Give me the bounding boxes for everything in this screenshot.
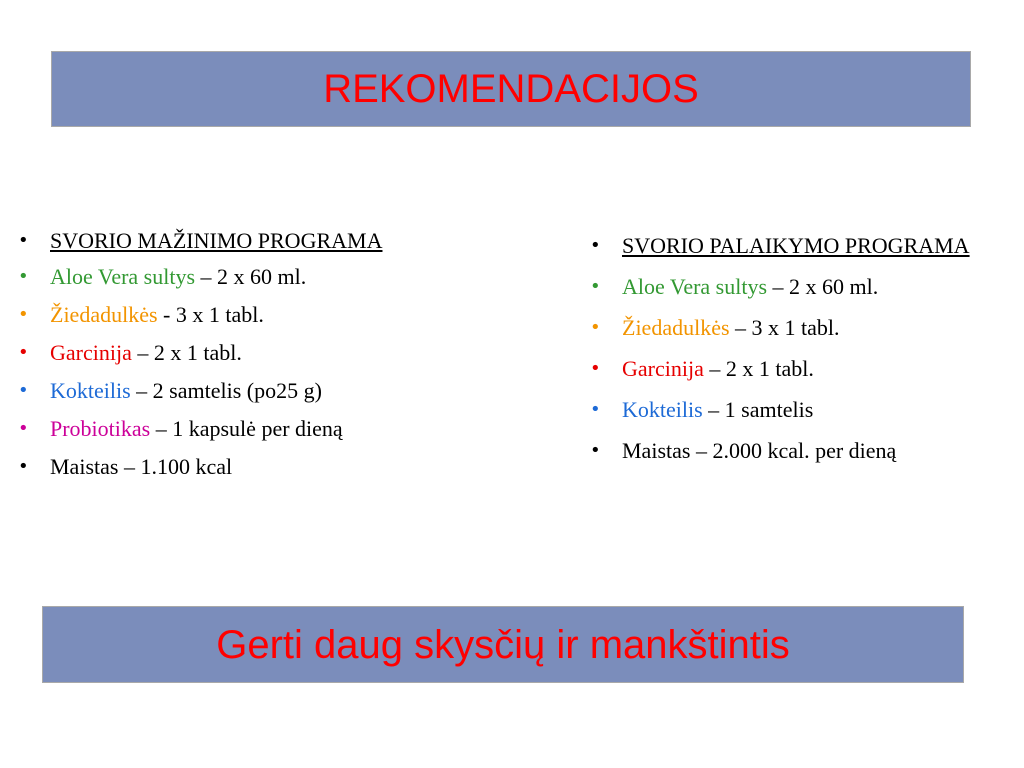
bullet-icon: • xyxy=(590,276,601,297)
list-item xyxy=(590,355,1010,383)
product-name: Probiotikas xyxy=(50,416,151,441)
product-dosage: – 1 kapsulė per dieną xyxy=(150,416,343,441)
bullet-icon: • xyxy=(18,380,29,401)
list-item xyxy=(590,396,1010,424)
footer-banner xyxy=(42,606,964,683)
bullet-icon: • xyxy=(18,304,29,325)
footer-message: Gerti daug skysčių ir mankštintis xyxy=(216,622,790,667)
product-name: Žiedadulkės xyxy=(622,315,730,340)
product-name: Kokteilis xyxy=(50,378,131,403)
bullet-icon: • xyxy=(590,317,601,338)
product-name: Kokteilis xyxy=(622,397,703,422)
product-name: Maistas – 1.100 kcal xyxy=(50,454,233,479)
product-name: Maistas – 2.000 kcal. per dieną xyxy=(622,438,897,463)
bullet-icon: • xyxy=(590,358,601,379)
product-dosage: – 2 x 60 ml. xyxy=(195,264,307,289)
list-item xyxy=(18,454,438,480)
title-banner xyxy=(51,51,971,127)
product-dosage: – 2 samtelis (po25 g) xyxy=(130,378,322,403)
bullet-icon: • xyxy=(18,230,29,251)
product-dosage: – 1 samtelis xyxy=(702,397,814,422)
bullet-icon: • xyxy=(18,342,29,363)
program-heading: SVORIO PALAIKYMO PROGRAMA xyxy=(622,233,970,258)
product-dosage: – 2 x 1 tabl. xyxy=(703,356,814,381)
list-item xyxy=(18,264,438,290)
product-name: Garcinija xyxy=(622,356,704,381)
program-heading: SVORIO MAŽINIMO PROGRAMA xyxy=(50,228,383,253)
weight-maintenance-program-list xyxy=(590,232,1010,478)
list-item xyxy=(590,437,1010,465)
product-dosage: – 2 x 60 ml. xyxy=(767,274,879,299)
product-dosage: - 3 x 1 tabl. xyxy=(157,302,264,327)
list-item xyxy=(18,416,438,442)
weight-loss-program-list xyxy=(18,228,438,492)
bullet-icon: • xyxy=(590,399,601,420)
product-name: Garcinija xyxy=(50,340,132,365)
bullet-icon: • xyxy=(18,266,29,287)
list-item xyxy=(590,314,1010,342)
list-heading-weight-maintenance xyxy=(590,232,1010,260)
list-item xyxy=(18,340,438,366)
product-name: Aloe Vera sultys xyxy=(50,264,196,289)
product-dosage: – 3 x 1 tabl. xyxy=(729,315,840,340)
product-name: Aloe Vera sultys xyxy=(622,274,768,299)
product-name: Žiedadulkės xyxy=(50,302,158,327)
list-item xyxy=(18,302,438,328)
slide-title: REKOMENDACIJOS xyxy=(323,67,699,111)
list-item xyxy=(18,378,438,404)
list-item xyxy=(590,273,1010,301)
bullet-icon: • xyxy=(18,456,29,477)
bullet-icon: • xyxy=(590,440,601,461)
list-heading-weight-loss xyxy=(18,228,438,254)
product-dosage: – 2 x 1 tabl. xyxy=(131,340,242,365)
bullet-icon: • xyxy=(18,418,29,439)
bullet-icon: • xyxy=(590,235,601,256)
